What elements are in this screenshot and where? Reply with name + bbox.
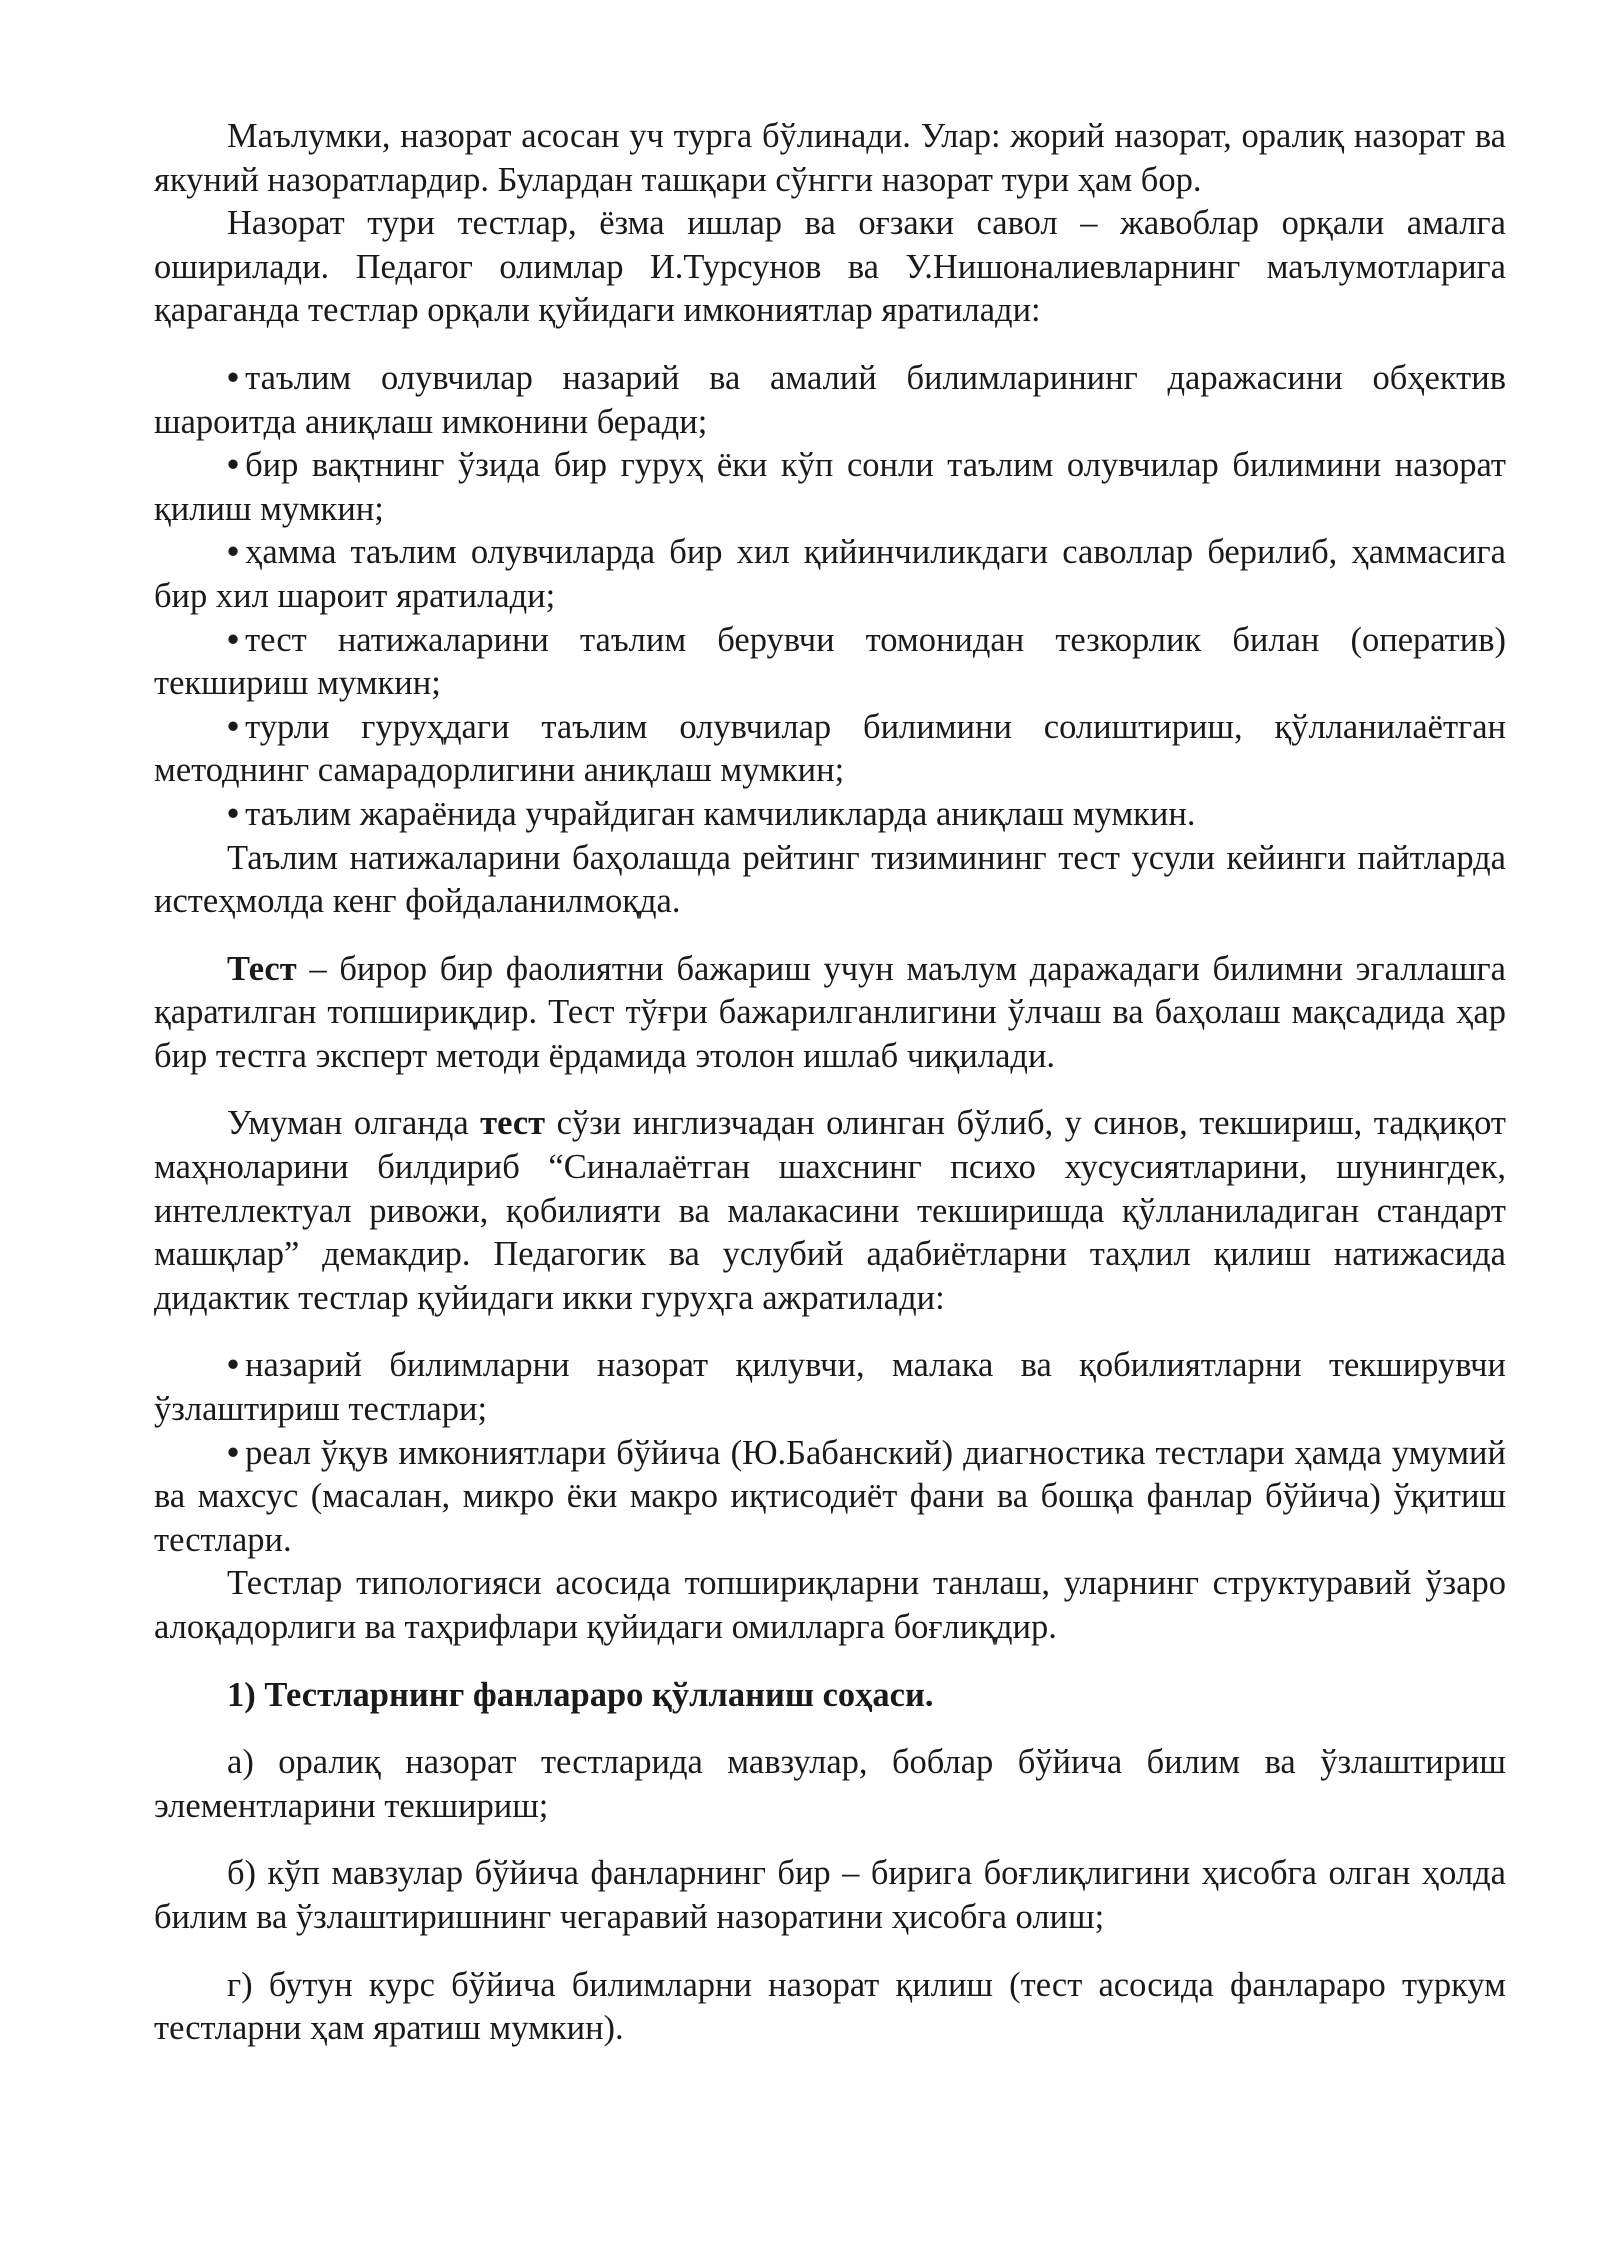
bullet-icon: • [227,358,240,397]
bullet-icon: • [227,794,240,833]
list-item: • таълим жараёнида учрайдиган камчиликларда аниқлаш мумкин. [227,794,1196,833]
list-item-a: а) оралиқ назорат тестларида мавзулар, боблар бўйича билим ва ўзлаштириш элементларини текшириш; [154,1743,1506,1825]
list-item: • турли гуруҳдаги таълим олувчилар билимини солиштириш, қўлланилаётган методнинг самарадорлигини аниқлаш мумкин; [154,707,1506,790]
list-item: • назарий билимларни назорат қилувчи, малака ва қобилиятларни текширувчи ўзлаштириш тестлари; [154,1346,1506,1429]
paragraph-intro: Маълумки, назорат асосан уч турга бўлинади. Улар: жорий назорат, оралиқ назорат ва якуний назоратлардир. Булардан ташқари сўнгги назорат тури ҳам бор. [154,117,1506,199]
list-item: • бир вақтнинг ўзида бир гуруҳ ёки кўп сонли таълим олувчилар билимини назорат қилиш мумкин; [154,446,1506,528]
paragraph-typology: Тестлар типологияси асосида топшириқларни танлаш, уларнинг структуравий ўзаро алоқадорлиги ва таҳрифлари қуйидаги омилларга боғлиқдир. [154,1564,1506,1646]
term-test: Тест [227,949,297,988]
document-page [154,115,1506,2051]
paragraph-test-definition: Тест – бирор бир фаолиятни бажариш учун маълум даражадаги билимни эгаллашга қаратилган топшириқдир. Тест тўғри бажарилганлигини ўлчаш ва баҳолаш мақсадида ҳар бир тестга эксперт методи ёрдамида этолон ишлаб чиқилади. [154,949,1506,1075]
list-item: • тест натижаларини таълим берувчи томонидан тезкорлик билан (оператив) текшириш мумкин; [154,620,1506,703]
bullet-icon: • [227,620,240,659]
paragraph-rating-system: Таълим натижаларини баҳолашда рейтинг тизимининг тест усули кейинги пайтларда истеҳмолда кенг фойдаланилмоқда. [154,838,1506,921]
list-item-g: г) бутун курс бўйича билимларни назорат қилиш (тест асосида фанлараро туркум тестларни ҳам яратиш мумкин). [154,1965,1506,2048]
bullet-icon: • [227,1346,240,1385]
bullet-icon: • [227,446,240,485]
list-item-b: б) кўп мавзулар бўйича фанларнинг бир – бирига боғлиқлигини ҳисобга олган ҳолда билим ва ўзлаштиришнинг чегаравий назоратини ҳисобга олиш; [154,1854,1506,1936]
bullet-icon: • [227,1433,240,1472]
list-item: • реал ўқув имкониятлари бўйича (Ю.Бабанский) диагностика тестлари ҳамда умумий ва махсус (масалан, микро ёки макро иқтисодиёт фани ва бошқа фанлар бўйича) ўқитиш тестлари. [154,1433,1506,1559]
paragraph-test-origin: Умуман олганда тест сўзи инглизчадан олинган бўлиб, у синов, текшириш, тадқиқот маҳноларини билдириб “Синалаётган шахснинг психо хусусиятларини, шунингдек, интеллектуал ривожи, қобилияти ва малакасини текширишда қўлланиладиган стандарт машқлар” демакдир. Педагогик ва услубий адабиётларни таҳлил қилиш натижасида дидактик тестлар қуйидаги икки гуруҳга ажратилади: [154,1104,1506,1317]
bullet-list-test-groups [154,1344,1506,1562]
term-test-inline: тест [480,1104,546,1143]
bullet-icon: • [227,533,240,572]
paragraph-test-types: Назорат тури тестлар, ёзма ишлар ва оғзаки савол – жавоблар орқали амалга оширилади. Педагог олимлар И.Турсунов ва У.Нишоналиевларнинг маълумотларига қараганда тестлар орқали қуйидаги имкониятлар яратилади: [154,204,1506,330]
bullet-icon: • [227,707,240,746]
bullet-list-test-capabilities [154,357,1506,837]
list-item: • ҳамма таълим олувчиларда бир хил қийинчиликдаги саволлар берилиб, ҳаммасига бир хил шароит яратилади; [154,533,1506,615]
list-item: • таълим олувчилар назарий ва амалий билимларининг даражасини обҳектив шароитда аниқлаш имконини беради; [154,358,1506,441]
section-heading: 1) Тестларнинг фанлараро қўлланиш соҳаси. [227,1675,934,1714]
